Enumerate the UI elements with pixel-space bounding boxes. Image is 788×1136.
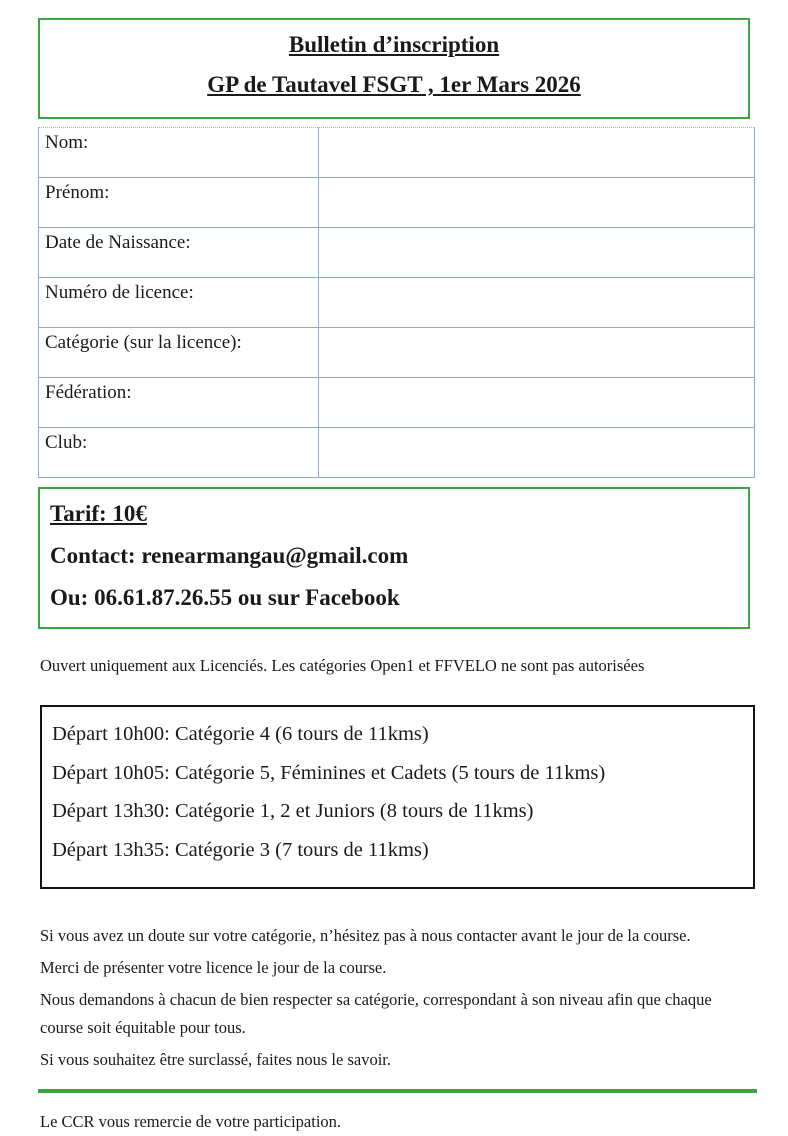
table-row: [39, 228, 755, 278]
note-surclasse: Si vous souhaitez être surclassé, faites nous le savoir.: [40, 1050, 392, 1069]
schedule-line-2: Départ 10h05: Catégorie 5, Féminines et Cadets (5 tours de 11kms): [52, 761, 606, 784]
tarif-line: Tarif: 10€: [50, 501, 147, 526]
schedule-box: [40, 705, 755, 889]
field-label-federation: Fédération:: [39, 378, 319, 428]
contact-phone-line: Ou: 06.61.87.26.55 ou sur Facebook: [50, 585, 400, 610]
field-value-nom[interactable]: [319, 128, 755, 178]
field-label-date-naissance: Date de Naissance:: [39, 228, 319, 278]
tarif-contact-box: [38, 487, 750, 629]
note-present-licence: Merci de présenter votre licence le jour de la course.: [40, 958, 387, 977]
table-row: [39, 428, 755, 478]
event-title: GP de Tautavel FSGT , 1er Mars 2026: [207, 72, 581, 97]
table-row: [39, 378, 755, 428]
note-respect-category: Nous demandons à chacun de bien respecter sa catégorie, correspondant à son niveau afin que chaque course soit équitable pour tous.: [40, 990, 712, 1037]
note-doubt-category: Si vous avez un doute sur votre catégorie, n’hésitez pas à nous contacter avant le jour de la course.: [40, 926, 691, 945]
schedule-line-4: Départ 13h35: Catégorie 3 (7 tours de 11kms): [52, 838, 429, 861]
field-value-numero-licence[interactable]: [319, 278, 755, 328]
field-label-categorie: Catégorie (sur la licence):: [39, 328, 319, 378]
closing-thanks: Le CCR vous remercie de votre participation.: [40, 1112, 342, 1131]
notes-section: [40, 922, 748, 1074]
bottom-green-rule: [38, 1089, 757, 1093]
schedule-line-1: Départ 10h00: Catégorie 4 (6 tours de 11kms): [52, 723, 429, 745]
title-box: [38, 18, 750, 119]
table-row: [39, 128, 755, 178]
field-value-date-naissance[interactable]: [319, 228, 755, 278]
field-value-club[interactable]: [319, 428, 755, 478]
field-label-club: Club:: [39, 428, 319, 478]
contact-email-line: Contact: renearmangau@gmail.com: [50, 543, 409, 568]
registration-table: [38, 127, 755, 478]
table-row: [39, 278, 755, 328]
table-row: [39, 178, 755, 228]
field-label-numero-licence: Numéro de licence:: [39, 278, 319, 328]
field-value-prenom[interactable]: [319, 178, 755, 228]
form-title: Bulletin d’inscription: [288, 32, 500, 57]
field-value-federation[interactable]: [319, 378, 755, 428]
schedule-line-3: Départ 13h30: Catégorie 1, 2 et Juniors (8 tours de 11kms): [52, 800, 534, 822]
field-value-categorie[interactable]: [319, 328, 755, 378]
table-row: [39, 328, 755, 378]
eligibility-note: Ouvert uniquement aux Licenciés. Les catégories Open1 et FFVELO ne sont pas autorisées: [40, 656, 645, 675]
field-label-nom: Nom:: [39, 128, 319, 178]
field-label-prenom: Prénom:: [39, 178, 319, 228]
